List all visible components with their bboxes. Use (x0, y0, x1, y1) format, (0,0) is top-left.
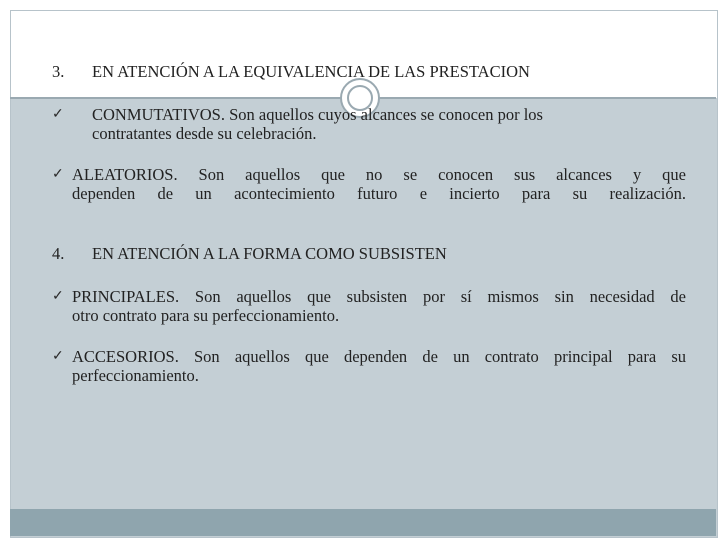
item-line: perfeccionamiento. (72, 366, 199, 385)
section-number: 3. (52, 62, 65, 81)
section-3-heading (52, 62, 686, 81)
slide-content (52, 62, 686, 385)
item-line: ALEATORIOS. Son aquellos que no se conocen sus alcances y que (72, 165, 686, 184)
item-line: PRINCIPALES. Son aquellos que subsisten por sí mismos sin necesidad de (72, 287, 686, 306)
list-item-aleatorios (52, 165, 686, 203)
list-item-principales (52, 287, 686, 325)
check-mark-icon: ✓ (52, 107, 64, 122)
footer-bar (10, 509, 716, 536)
item-line: CONMUTATIVOS. Son aquellos cuyos alcances se conocen por los (92, 105, 543, 124)
section-title: EN ATENCIÓN A LA EQUIVALENCIA DE LAS PRESTACION (92, 62, 530, 81)
list-item-accesorios (52, 347, 686, 385)
section-4-heading (52, 244, 686, 263)
list-item-conmutativos (52, 105, 686, 143)
item-line: dependen de un acontecimiento futuro e incierto para su realización. (72, 184, 686, 203)
check-mark-icon: ✓ (52, 289, 64, 304)
check-mark-icon: ✓ (52, 349, 64, 364)
item-line: contratantes desde su celebración. (92, 124, 317, 143)
item-line: ACCESORIOS. Son aquellos que dependen de un contrato principal para su (72, 347, 686, 366)
section-title: EN ATENCIÓN A LA FORMA COMO SUBSISTEN (92, 244, 447, 263)
item-line: otro contrato para su perfeccionamiento. (72, 306, 340, 325)
check-mark-icon: ✓ (52, 167, 64, 182)
section-number: 4. (52, 244, 65, 263)
